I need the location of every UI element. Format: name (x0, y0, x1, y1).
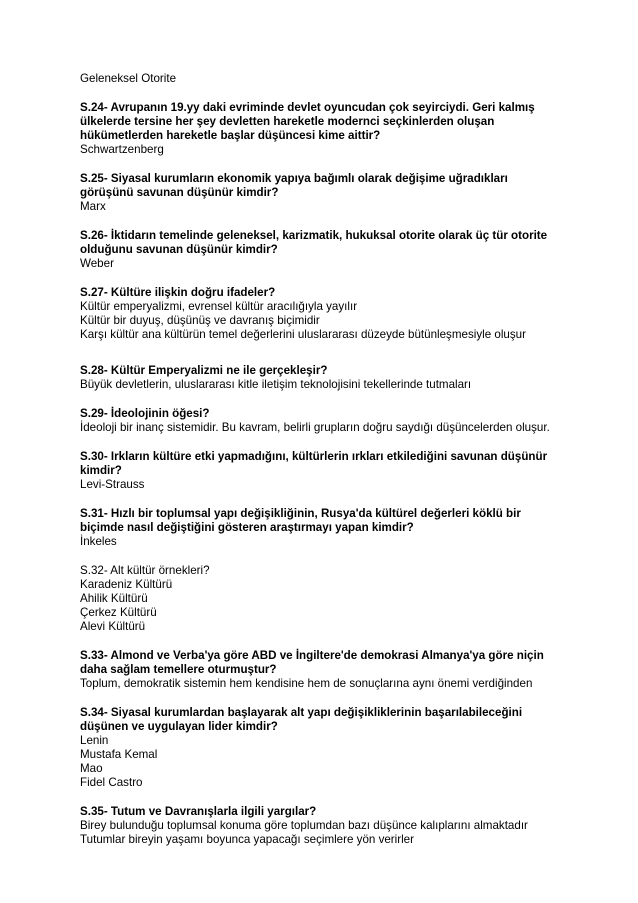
answer-line: Toplum, demokratik sistemin hem kendisine hem de sonuçlarına aynı önemi verdiğinden (80, 677, 533, 690)
answer-line: Mustafa Kemal (80, 748, 158, 761)
document-page (80, 72, 628, 862)
qa-block (80, 450, 628, 492)
answer-line: Weber (80, 257, 114, 270)
question-line: kimdir? (80, 464, 122, 477)
answer-line: Marx (80, 200, 106, 213)
qa-block (80, 805, 628, 847)
answer-line: Kültür emperyalizmi, evrensel kültür aracılığıyla yayılır (80, 300, 358, 313)
qa-block (80, 706, 628, 790)
heading: Geleneksel Otorite (80, 72, 177, 85)
question-line: biçimde nasıl değiştiğini gösteren araştırmayı yapan kimdir? (80, 521, 414, 534)
question-line: S.34- Siyasal kurumlardan başlayarak alt yapı değişikliklerinin başarılabileceğini (80, 706, 523, 719)
answer-line: Tutumlar bireyin yaşamı boyunca yapacağı seçimlere yön verirler (80, 833, 414, 846)
qa-block (80, 229, 628, 271)
heading-block (80, 72, 628, 86)
question-line: ülkelerde tersine her şey devletten hareketle modernci seçkinlerden oluşan (80, 115, 495, 128)
qa-block (80, 101, 628, 157)
answer-line: Ahilik Kültürü (80, 592, 148, 605)
answer-line: Alevi Kültürü (80, 620, 146, 633)
qa-block (80, 364, 628, 392)
qa-block (80, 649, 628, 691)
answer-line: Kültür bir duyuş, düşünüş ve davranış biçimidir (80, 314, 320, 327)
question-line: görüşünü savunan düşünür kimdir? (80, 186, 279, 199)
qa-block (80, 507, 628, 549)
question-line: daha sağlam temellere oturmuştur? (80, 663, 277, 676)
answer-line: Karşı kültür ana kültürün temel değerlerini uluslararası düzeyde bütünleşmesiyle oluşur (80, 328, 526, 341)
question-line: olduğunu savunan düşünür kimdir? (80, 243, 278, 256)
question-line: hükümetlerden hareketle başlar düşüncesi kime aittir? (80, 129, 381, 142)
answer-line: İdeoloji bir inanç sistemidir. Bu kavram, belirli grupların doğru saydığı düşüncelerden oluşur. (80, 421, 550, 434)
answer-line: Mao (80, 762, 103, 775)
question-line: S.35- Tutum ve Davranışlarla ilgili yargılar? (80, 805, 317, 818)
question-line: S.24- Avrupanın 19.yy daki evriminde devlet oyuncudan çok seyirciydi. Geri kalmış (80, 101, 535, 114)
answer-line: Büyük devletlerin, uluslararası kitle iletişim teknolojisini tekellerinde tutmaları (80, 378, 472, 391)
question-line: düşünen ve uygulayan lider kimdir? (80, 720, 278, 733)
qa-block (80, 172, 628, 214)
answer-line: Lenin (80, 734, 109, 747)
answer-line: Çerkez Kültürü (80, 606, 157, 619)
qa-block (80, 286, 628, 342)
question-line: S.25- Siyasal kurumların ekonomik yapıya bağımlı olarak değişime uğradıkları (80, 172, 508, 185)
question-line: S.29- İdeolojinin öğesi? (80, 407, 210, 420)
answer-line: İnkeles (80, 535, 117, 548)
question-line: S.30- Irkların kültüre etki yapmadığını, kültürlerin ırkları etkilediğini savunan düşünür (80, 450, 548, 463)
answer-line: Schwartzenberg (80, 143, 164, 156)
question-line: S.31- Hızlı bir toplumsal yapı değişikliğinin, Rusya'da kültürel değerleri köklü bir (80, 507, 521, 520)
question-line: S.27- Kültüre ilişkin doğru ifadeler? (80, 286, 276, 299)
question-line: S.33- Almond ve Verba'ya göre ABD ve İngiltere'de demokrasi Almanya'ya göre niçin (80, 649, 544, 662)
qa-block (80, 564, 628, 634)
qa-list (80, 101, 628, 847)
answer-line: Karadeniz Kültürü (80, 578, 173, 591)
question-line: S.28- Kültür Emperyalizmi ne ile gerçekleşir? (80, 364, 328, 377)
answer-line: Levi-Strauss (80, 478, 145, 491)
qa-block (80, 407, 628, 435)
answer-line: Fidel Castro (80, 776, 143, 789)
answer-line: S.32- Alt kültür örnekleri? (80, 564, 210, 577)
question-line: S.26- İktidarın temelinde geleneksel, karizmatik, hukuksal otorite olarak üç tür otorite (80, 229, 548, 242)
answer-line: Birey bulunduğu toplumsal konuma göre toplumdan bazı düşünce kalıplarını almaktadır (80, 819, 528, 832)
